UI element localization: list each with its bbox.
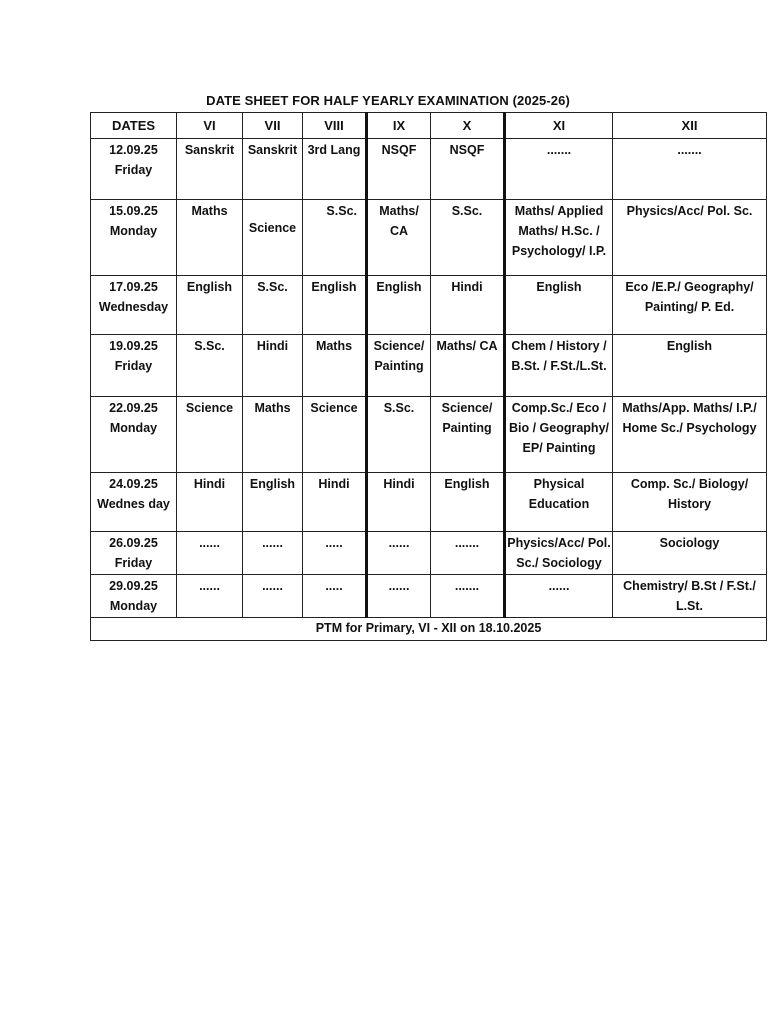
cell-vii: ......: [243, 532, 303, 575]
ptm-note: PTM for Primary, VI - XII on 18.10.2025: [91, 618, 767, 641]
date: 19.09.25: [109, 339, 158, 353]
cell-viii: Hindi: [303, 473, 367, 532]
date-cell: [91, 473, 177, 532]
table-row: [91, 397, 767, 473]
footer-row: [91, 618, 767, 641]
cell-viii: Science: [303, 397, 367, 473]
date-cell: [91, 139, 177, 200]
cell-vi: Science: [177, 397, 243, 473]
cell-xi: Chem / History / B.St. / F.St./L.St.: [505, 335, 613, 397]
cell-viii: 3rd Lang: [303, 139, 367, 200]
day: Friday: [114, 359, 153, 373]
cell-x: NSQF: [431, 139, 505, 200]
cell-viii: English: [303, 276, 367, 335]
cell-ix: Maths/ CA: [367, 200, 431, 276]
cell-ix: Science/ Painting: [367, 335, 431, 397]
cell-x: Hindi: [431, 276, 505, 335]
date: 17.09.25: [109, 280, 158, 294]
header-row: [91, 113, 767, 139]
cell-vi: ......: [177, 575, 243, 618]
header-xii: XII: [613, 113, 767, 139]
header-x: X: [431, 113, 505, 139]
cell-ix: ......: [367, 532, 431, 575]
table-row: [91, 532, 767, 575]
cell-xi: Comp.Sc./ Eco / Bio / Geography/ EP/ Painting: [505, 397, 613, 473]
cell-vii: Maths: [243, 397, 303, 473]
cell-x: Science/ Painting: [431, 397, 505, 473]
cell-vi: ......: [177, 532, 243, 575]
table-row: [91, 473, 767, 532]
page-title: DATE SHEET FOR HALF YEARLY EXAMINATION (2025-26): [206, 93, 570, 108]
date-sheet-table: [90, 112, 767, 641]
date: 15.09.25: [109, 204, 158, 218]
date-cell: [91, 276, 177, 335]
cell-vi: S.Sc.: [177, 335, 243, 397]
cell-ix: ......: [367, 575, 431, 618]
cell-x: Maths/ CA: [431, 335, 505, 397]
table-row: [91, 575, 767, 618]
cell-ix: S.Sc.: [367, 397, 431, 473]
cell-x: English: [431, 473, 505, 532]
cell-vi: Maths: [177, 200, 243, 276]
header-vi: VI: [177, 113, 243, 139]
cell-vi: Hindi: [177, 473, 243, 532]
cell-ix: Hindi: [367, 473, 431, 532]
header-xi: XI: [505, 113, 613, 139]
cell-x: S.Sc.: [431, 200, 505, 276]
day: Wednesday: [98, 300, 169, 314]
date-cell: [91, 397, 177, 473]
date: 26.09.25: [109, 536, 158, 550]
cell-vii: ......: [243, 575, 303, 618]
date-cell: [91, 335, 177, 397]
cell-xi: Physics/Acc/ Pol. Sc./ Sociology: [505, 532, 613, 575]
day: Monday: [109, 224, 158, 238]
cell-xii: Maths/App. Maths/ I.P./ Home Sc./ Psychology: [613, 397, 767, 473]
cell-vii: S.Sc.: [243, 276, 303, 335]
cell-vi: English: [177, 276, 243, 335]
cell-viii: .....: [303, 575, 367, 618]
date: 29.09.25: [109, 579, 158, 593]
header-ix: IX: [367, 113, 431, 139]
table-row: [91, 335, 767, 397]
date: 24.09.25: [109, 477, 158, 491]
day: Monday: [109, 599, 158, 613]
cell-viii: Maths: [303, 335, 367, 397]
cell-xi: .......: [505, 139, 613, 200]
date: 12.09.25: [109, 143, 158, 157]
cell-vii: English: [243, 473, 303, 532]
cell-xi: English: [505, 276, 613, 335]
cell-xii: Physics/Acc/ Pol. Sc.: [613, 200, 767, 276]
date: 22.09.25: [109, 401, 158, 415]
date-cell: [91, 575, 177, 618]
date-cell: [91, 200, 177, 276]
cell-xi: ......: [505, 575, 613, 618]
table-row: [91, 200, 767, 276]
cell-viii: S.Sc.: [303, 200, 367, 276]
cell-xii: Sociology: [613, 532, 767, 575]
day: Friday: [114, 163, 153, 177]
cell-vii: Hindi: [243, 335, 303, 397]
day: Wednes day: [97, 497, 170, 511]
cell-xii: Chemistry/ B.St / F.St./ L.St.: [613, 575, 767, 618]
cell-vi: Sanskrit: [177, 139, 243, 200]
cell-xii: Comp. Sc./ Biology/ History: [613, 473, 767, 532]
cell-viii: .....: [303, 532, 367, 575]
header-viii: VIII: [303, 113, 367, 139]
cell-xii: English: [613, 335, 767, 397]
cell-ix: English: [367, 276, 431, 335]
date-cell: [91, 532, 177, 575]
cell-x: .......: [431, 532, 505, 575]
cell-vii: Science: [243, 200, 303, 276]
table-row: [91, 139, 767, 200]
table-row: [91, 276, 767, 335]
day: Monday: [109, 421, 158, 435]
cell-xii: .......: [613, 139, 767, 200]
cell-vii: Sanskrit: [243, 139, 303, 200]
header-dates: DATES: [91, 113, 177, 139]
header-vii: VII: [243, 113, 303, 139]
day: Friday: [114, 556, 153, 570]
cell-ix: NSQF: [367, 139, 431, 200]
cell-xi: Physical Education: [505, 473, 613, 532]
cell-xii: Eco /E.P./ Geography/ Painting/ P. Ed.: [613, 276, 767, 335]
cell-xi: Maths/ Applied Maths/ H.Sc. / Psychology/ I.P.: [505, 200, 613, 276]
cell-x: .......: [431, 575, 505, 618]
